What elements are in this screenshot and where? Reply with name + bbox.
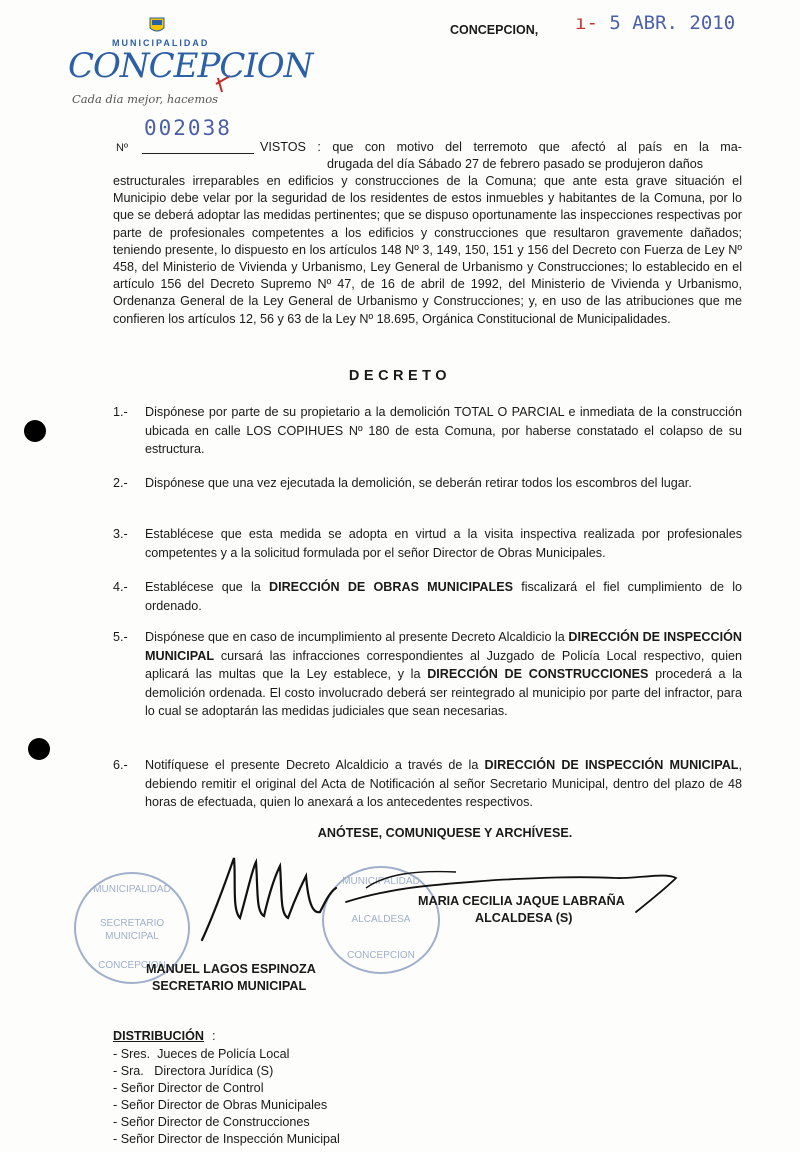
- distribution-colon: :: [212, 1029, 216, 1043]
- item-number: 6.-: [113, 758, 128, 772]
- secretary-name: MANUEL LAGOS ESPINOZA: [146, 962, 316, 976]
- vistos-line-2: drugada del día Sábado 27 de febrero pasado se produjeron daños: [327, 157, 704, 171]
- distribution-title: DISTRIBUCIÓN: [113, 1029, 204, 1043]
- item-text: Dispónese que en caso de incumplimiento al presente Decreto Alcaldicio la DIRECCIÓN DE INSPECCIÓN MUNICIPAL cursará las infracciones correspondientes al Juzgado de Policía Local respectivo, quien aplicará las multas que la Ley establece, y la DIRECCIÓN DE CONSTRUCCIONES procederá a la demolición ordenada. El costo involucrado deberá ser reintegrado al municipio por parte del infractor, para lo cual se adoptarán las medidas judiciales que sean necesarias.: [145, 630, 742, 719]
- list-item: - Señor Director de Control: [113, 1081, 264, 1095]
- mayor-seal: MUNICIPALIDAD ALCALDESA CONCEPCION: [322, 866, 440, 974]
- logo-name: CONCEPCION: [68, 46, 313, 86]
- item-text: Dispónese por parte de su propietario a la demolición TOTAL O PARCIAL e inmediata de la construcción ubicada en calle LOS COPIHUES Nº 180 de esta Comuna, por haberse constatado el colapso de su estructura.: [145, 405, 742, 457]
- item-text: Establécese que la DIRECCIÓN DE OBRAS MUNICIPALES fiscalizará el fiel cumplimiento de lo ordenado.: [145, 580, 743, 613]
- decree-item: [113, 525, 742, 562]
- list-item: - Señor Director de Obras Municipales: [113, 1098, 328, 1112]
- mayor-role: ALCALDESA (S): [475, 911, 573, 925]
- item-number: 5.-: [113, 630, 128, 644]
- item-number: 2.-: [113, 476, 128, 490]
- item-text: Notifíquese el presente Decreto Alcaldicio a través de la DIRECCIÓN DE INSPECCIÓN MUNICIPAL, debiendo remitir el original del Acta de Notificación al señor Secretario Municipal, dentro del plazo de 48 horas de efectuada, quien lo anexará a los antecedentes respectivos.: [145, 758, 743, 810]
- decree-number-label: Nº: [116, 142, 128, 154]
- date-stamp-value: 5 ABR. 2010: [609, 12, 736, 34]
- city-label: CONCEPCION,: [450, 23, 539, 37]
- mayor-name: MARIA CECILIA JAQUE LABRAÑA: [418, 894, 625, 908]
- secretary-role: SECRETARIO MUNICIPAL: [152, 979, 307, 993]
- decree-number: 002038: [144, 116, 232, 140]
- item-text: Dispónese que una vez ejecutada la demolición, se deberán retirar todos los escombros del lugar.: [145, 476, 692, 490]
- list-item: - Sra. Directora Jurídica (S): [113, 1064, 274, 1078]
- decree-number-line: [142, 153, 254, 154]
- item-number: 1.-: [113, 405, 128, 419]
- vistos-line-1: VISTOS : que con motivo del terremoto que afectó al país en la ma-: [260, 140, 742, 154]
- closing-formula: ANÓTESE, COMUNIQUESE Y ARCHÍVESE.: [317, 826, 573, 840]
- item-number: 4.-: [113, 580, 128, 594]
- binder-hole: [24, 420, 46, 442]
- list-item: - Señor Director de Inspección Municipal: [113, 1132, 340, 1146]
- item-text: Establécese que esta medida se adopta en virtud a la visita inspectiva realizada por profesionales competentes y a la solicitud formulada por el señor Director de Obras Municipales.: [145, 527, 742, 560]
- secretary-signature: [202, 858, 336, 940]
- decree-item: [113, 756, 742, 812]
- decree-heading: DECRETO: [348, 368, 452, 384]
- list-item: - Sres. Jueces de Policía Local: [113, 1047, 290, 1061]
- vistos-body: estructurales irreparables en edificios y construcciones de la Comuna; que ante esta grave situación el Municipio debe velar por la seguridad de los residentes de estos inmuebles y habitantes de la Comuna, por lo que se deberá adoptar las medidas pertinentes; que se dispuso oportunamente las inspecciones respectivas por parte de profesionales competentes a los edificios y construcciones que resultaron gravemente dañados; teniendo presente, lo dispuesto en los artículos 148 Nº 3, 149, 150, 151 y 156 del Decreto con Fuerza de Ley Nº 458, del Ministerio de Vivienda y Urbanismo, Ley General de Urbanismo y Construcciones; lo establecido en el artículo 156 del Decreto Supremo Nº 47, de 16 de abril de 1992, del Ministerio de Vivienda y Urbanismo, Ordenanza General de la Ley General de Urbanismo y Construcciones; y, en uso de las atribuciones que me confieren los artículos 12, 56 y 63 de la Ley Nº 18.695, Orgánica Constitucional de Municipalidades.: [113, 174, 742, 326]
- date-stamp-mark: ı-: [575, 12, 598, 34]
- date-stamp: [575, 12, 735, 34]
- list-item: - Señor Director de Construcciones: [113, 1115, 310, 1129]
- binder-hole: [28, 738, 50, 760]
- decree-item: [113, 474, 742, 493]
- decree-item: [113, 403, 742, 459]
- decree-item: [113, 578, 742, 615]
- secretary-seal: MUNICIPALIDAD SECRETARIO MUNICIPAL CONCEPCION: [74, 872, 190, 984]
- decree-item: [113, 628, 742, 721]
- logo-slogan: Cada dia mejor, hacemos: [72, 92, 219, 106]
- distribution-list: [113, 1046, 340, 1148]
- item-number: 3.-: [113, 527, 128, 541]
- logo-subtitle: MUNICIPALIDAD: [112, 38, 210, 48]
